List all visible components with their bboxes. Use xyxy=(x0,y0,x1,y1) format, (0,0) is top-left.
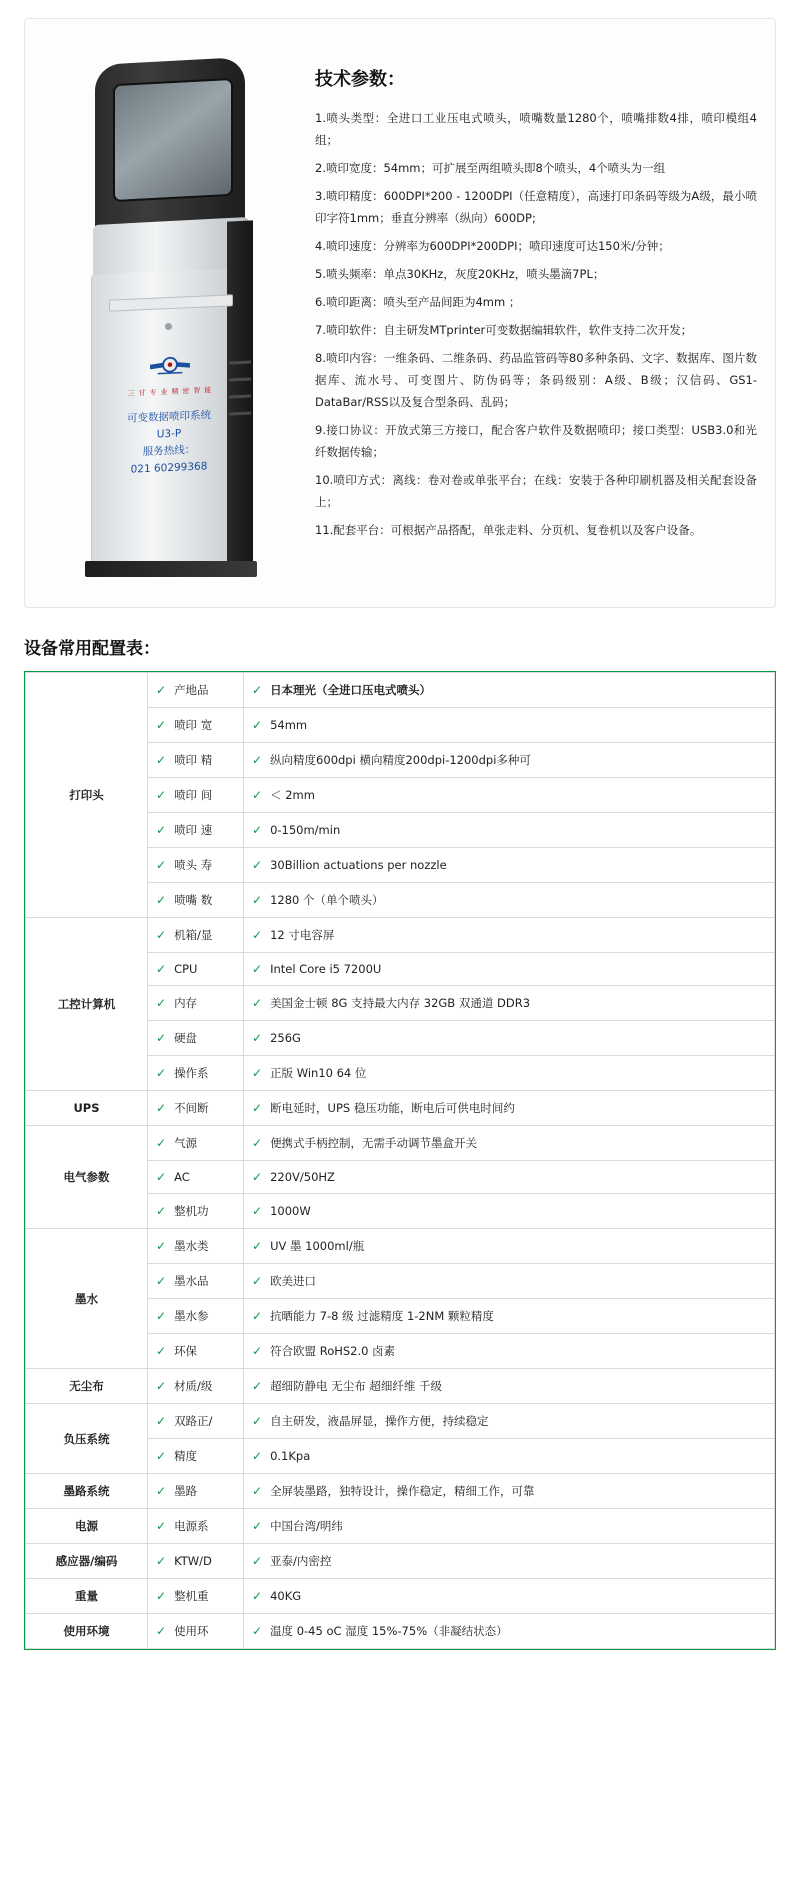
category-cell: 负压系统 xyxy=(26,1404,148,1474)
config-table-wrapper xyxy=(24,671,776,1650)
check-icon: ✓ xyxy=(156,996,167,1010)
spec-key-cell xyxy=(148,953,244,986)
check-icon: ✓ xyxy=(252,1309,263,1323)
category-cell: 重量 xyxy=(26,1579,148,1614)
kiosk-screen xyxy=(113,78,233,202)
spec-value-label: 便携式手柄控制，无需手动调节墨盒开关 xyxy=(270,1136,478,1150)
spec-value-cell xyxy=(244,1229,775,1264)
check-icon: ✓ xyxy=(252,1170,263,1184)
spec-value-cell xyxy=(244,1299,775,1334)
check-icon: ✓ xyxy=(156,788,167,802)
spec-value-cell xyxy=(244,1056,775,1091)
spec-key-label: CPU xyxy=(174,962,198,976)
spec-key-label: 双路正/ xyxy=(174,1414,213,1428)
spec-key-cell xyxy=(148,986,244,1021)
spec-title: 技术参数： xyxy=(315,69,405,90)
spec-key-label: 墨路 xyxy=(174,1484,198,1498)
wings-logo-icon xyxy=(147,348,193,386)
table-row xyxy=(26,918,775,953)
machine-image xyxy=(37,41,307,581)
spec-value-label: 256G xyxy=(270,1031,301,1045)
spec-key-cell xyxy=(148,1229,244,1264)
spec-key-label: 整机功 xyxy=(174,1204,209,1218)
spec-key-label: 墨水品 xyxy=(174,1274,209,1288)
kiosk-info-line2: U3-P xyxy=(156,427,182,441)
spec-key-cell xyxy=(148,1509,244,1544)
spec-key-label: 产地品 xyxy=(174,683,209,697)
check-icon: ✓ xyxy=(252,1344,263,1358)
spec-value-cell xyxy=(244,1161,775,1194)
spec-key-label: 精度 xyxy=(174,1449,198,1463)
spec-value-cell xyxy=(244,1474,775,1509)
check-icon: ✓ xyxy=(252,1414,263,1428)
spec-value-label: 欧美进口 xyxy=(270,1274,317,1288)
config-table-body xyxy=(26,673,775,1649)
check-icon: ✓ xyxy=(252,1066,263,1080)
spec-value-cell xyxy=(244,1264,775,1299)
spec-value-cell xyxy=(244,1334,775,1369)
check-icon: ✓ xyxy=(252,893,263,907)
spec-key-label: 墨水参 xyxy=(174,1309,209,1323)
spec-value-cell xyxy=(244,1126,775,1161)
check-icon: ✓ xyxy=(156,1589,167,1603)
check-icon: ✓ xyxy=(156,1414,167,1428)
check-icon: ✓ xyxy=(156,753,167,767)
kiosk-indicator-dot xyxy=(165,323,172,330)
spec-key-label: 整机重 xyxy=(174,1589,209,1603)
spec-value-label: 0-150m/min xyxy=(270,823,341,837)
check-icon: ✓ xyxy=(156,928,167,942)
check-icon: ✓ xyxy=(156,1484,167,1498)
check-icon: ✓ xyxy=(156,1624,167,1638)
check-icon: ✓ xyxy=(252,996,263,1010)
spec-key-cell xyxy=(148,1579,244,1614)
check-icon: ✓ xyxy=(156,823,167,837)
spec-key-label: 环保 xyxy=(174,1344,198,1358)
spec-key-label: 喷印 精 xyxy=(174,753,213,767)
spec-key-label: 电源系 xyxy=(174,1519,209,1533)
spec-item: 8.喷印内容：一维条码、二维条码、药品监管码等80多种条码、文字、数据库、图片数据库、流水号、可变图片、防伪码等；条码级别：A级、B级；汉信码、GS1-DataBar/RSS以及复合型条码、乱码； xyxy=(315,351,757,409)
product-spec-page xyxy=(0,18,800,1895)
kiosk-illustration xyxy=(77,61,267,581)
spec-value-label: ＜ 2mm xyxy=(270,788,315,802)
category-cell: 墨路系统 xyxy=(26,1474,148,1509)
spec-item: 5.喷头频率：单点30KHz，灰度20KHz，喷头墨滴7PL； xyxy=(315,267,605,281)
spec-key-cell xyxy=(148,1544,244,1579)
spec-value-cell xyxy=(244,953,775,986)
spec-key-cell xyxy=(148,1161,244,1194)
table-row xyxy=(26,1509,775,1544)
spec-key-cell xyxy=(148,1439,244,1474)
kiosk-info-line4: 021 60299368 xyxy=(130,460,208,476)
spec-value-cell xyxy=(244,1369,775,1404)
spec-value-label: 抗晒能力 7-8 级 过滤精度 1-2NM 颗粒精度 xyxy=(270,1309,494,1323)
check-icon: ✓ xyxy=(252,718,263,732)
spec-value-cell xyxy=(244,1579,775,1614)
spec-value-cell xyxy=(244,848,775,883)
spec-value-label: 亚泰/内密控 xyxy=(270,1554,332,1568)
check-icon: ✓ xyxy=(252,1554,263,1568)
check-icon: ✓ xyxy=(252,1031,263,1045)
check-icon: ✓ xyxy=(156,893,167,907)
spec-key-label: 操作系 xyxy=(174,1066,209,1080)
check-icon: ✓ xyxy=(252,1379,263,1393)
check-icon: ✓ xyxy=(156,1274,167,1288)
spec-value-label: 正版 Win10 64 位 xyxy=(270,1066,367,1080)
spec-list xyxy=(315,107,757,541)
spec-value-cell xyxy=(244,813,775,848)
check-icon: ✓ xyxy=(252,962,263,976)
check-icon: ✓ xyxy=(252,1274,263,1288)
spec-value-cell xyxy=(244,778,775,813)
spec-key-cell xyxy=(148,1264,244,1299)
table-row xyxy=(26,1229,775,1264)
spec-value-label: 12 寸电容屏 xyxy=(270,928,335,942)
spec-text-column xyxy=(307,41,757,581)
category-cell: 电源 xyxy=(26,1509,148,1544)
check-icon: ✓ xyxy=(156,858,167,872)
check-icon: ✓ xyxy=(156,1344,167,1358)
spec-key-label: AC xyxy=(174,1170,190,1184)
check-icon: ✓ xyxy=(252,1101,263,1115)
spec-key-cell xyxy=(148,1334,244,1369)
spec-value-label: 符合欧盟 RoHS2.0 卤素 xyxy=(270,1344,396,1358)
check-icon: ✓ xyxy=(252,1204,263,1218)
check-icon: ✓ xyxy=(252,1519,263,1533)
category-cell: 墨水 xyxy=(26,1229,148,1369)
spec-item: 3.喷印精度：600DPI*200 - 1200DPI（任意精度），高速打印条码等级为A级，最小喷印字符1mm；垂直分辨率（纵向）600DP; xyxy=(315,189,757,225)
table-row xyxy=(26,1474,775,1509)
check-icon: ✓ xyxy=(252,1239,263,1253)
spec-value-cell xyxy=(244,1194,775,1229)
check-icon: ✓ xyxy=(156,1519,167,1533)
spec-key-cell xyxy=(148,1474,244,1509)
spec-item: 1.喷头类型：全进口工业压电式喷头，喷嘴数量1280个，喷嘴排数4排，喷印模组4组； xyxy=(315,111,757,147)
check-icon: ✓ xyxy=(156,1554,167,1568)
spec-value-cell xyxy=(244,1509,775,1544)
spec-key-cell xyxy=(148,848,244,883)
spec-key-cell xyxy=(148,918,244,953)
spec-value-cell xyxy=(244,986,775,1021)
spec-value-cell xyxy=(244,1614,775,1649)
check-icon: ✓ xyxy=(156,1239,167,1253)
table-row xyxy=(26,1091,775,1126)
spec-key-label: KTW/D xyxy=(174,1554,212,1568)
check-icon: ✓ xyxy=(156,1170,167,1184)
spec-item: 6.喷印距离：喷头至产品间距为4mm ； xyxy=(315,295,521,309)
spec-value-label: 1000W xyxy=(270,1204,311,1218)
kiosk-info-line1: 可变数据喷印系统 xyxy=(127,409,211,425)
spec-value-cell xyxy=(244,1404,775,1439)
category-cell: 电气参数 xyxy=(26,1126,148,1229)
spec-key-cell xyxy=(148,1614,244,1649)
category-cell: 打印头 xyxy=(26,673,148,918)
spec-item: 11.配套平台：可根据产品搭配，单张走料、分页机、复卷机以及客户设备。 xyxy=(315,523,702,537)
brand-slogan: 三 甘 专 业 精 密 智 能 xyxy=(127,387,213,398)
spec-panel xyxy=(24,18,776,608)
config-table-title: 设备常用配置表： xyxy=(24,639,160,659)
check-icon: ✓ xyxy=(156,718,167,732)
spec-key-label: 不间断 xyxy=(174,1101,209,1115)
check-icon: ✓ xyxy=(156,1066,167,1080)
spec-value-label: 美国金士顿 8G 支持最大内存 32GB 双通道 DDR3 xyxy=(270,996,531,1010)
spec-value-label: 220V/50HZ xyxy=(270,1170,335,1184)
check-icon: ✓ xyxy=(252,1136,263,1150)
spec-value-cell xyxy=(244,1544,775,1579)
spec-key-cell xyxy=(148,708,244,743)
check-icon: ✓ xyxy=(252,683,263,697)
check-icon: ✓ xyxy=(156,1101,167,1115)
spec-key-label: 墨水类 xyxy=(174,1239,209,1253)
spec-key-label: 喷印 速 xyxy=(174,823,213,837)
spec-item: 4.喷印速度：分辨率为600DPI*200DPI；喷印速度可达150米/分钟； xyxy=(315,239,670,253)
table-row xyxy=(26,1614,775,1649)
category-cell: 工控计算机 xyxy=(26,918,148,1091)
spec-key-cell xyxy=(148,1299,244,1334)
spec-key-label: 喷头 寿 xyxy=(174,858,213,872)
spec-value-cell xyxy=(244,1091,775,1126)
check-icon: ✓ xyxy=(156,1136,167,1150)
spec-value-cell xyxy=(244,743,775,778)
spec-value-label: UV 墨 1000ml/瓶 xyxy=(270,1239,365,1253)
check-icon: ✓ xyxy=(252,753,263,767)
category-cell: 感应器/编码 xyxy=(26,1544,148,1579)
config-table xyxy=(25,672,775,1649)
spec-key-label: 喷嘴 数 xyxy=(174,893,213,907)
spec-key-cell xyxy=(148,1404,244,1439)
check-icon: ✓ xyxy=(156,1031,167,1045)
category-cell: UPS xyxy=(26,1091,148,1126)
check-icon: ✓ xyxy=(156,1379,167,1393)
check-icon: ✓ xyxy=(252,1449,263,1463)
spec-value-cell xyxy=(244,708,775,743)
check-icon: ✓ xyxy=(252,823,263,837)
spec-key-label: 喷印 间 xyxy=(174,788,213,802)
spec-value-label: 中国台湾/明纬 xyxy=(270,1519,343,1533)
spec-value-label: 40KG xyxy=(270,1589,302,1603)
spec-key-label: 内存 xyxy=(174,996,198,1010)
table-row xyxy=(26,1404,775,1439)
check-icon: ✓ xyxy=(156,1309,167,1323)
category-cell: 无尘布 xyxy=(26,1369,148,1404)
check-icon: ✓ xyxy=(252,788,263,802)
spec-item: 7.喷印软件：自主研发MTprinter可变数据编辑软件，软件支持二次开发； xyxy=(315,323,693,337)
spec-key-cell xyxy=(148,1091,244,1126)
category-cell: 使用环境 xyxy=(26,1614,148,1649)
spec-value-cell xyxy=(244,883,775,918)
check-icon: ✓ xyxy=(156,962,167,976)
check-icon: ✓ xyxy=(156,683,167,697)
check-icon: ✓ xyxy=(252,1484,263,1498)
check-icon: ✓ xyxy=(156,1449,167,1463)
spec-value-label: Intel Core i5 7200U xyxy=(270,962,382,976)
brand-logo xyxy=(103,346,237,400)
spec-value-label: 超细防静电 无尘布 超细纤维 千级 xyxy=(270,1379,443,1393)
spec-key-cell xyxy=(148,743,244,778)
spec-value-label: 0.1Kpa xyxy=(270,1449,311,1463)
kiosk-info-line3: 服务热线： xyxy=(142,443,196,459)
spec-item: 2.喷印宽度：54mm；可扩展至两组喷头即8个喷头，4个喷头为一组 xyxy=(315,161,666,175)
spec-key-cell xyxy=(148,1021,244,1056)
spec-value-cell xyxy=(244,1021,775,1056)
spec-value-label: 温度 0-45 oC 湿度 15%-75%（非凝结状态） xyxy=(270,1624,508,1638)
table-row xyxy=(26,1369,775,1404)
spec-key-cell xyxy=(148,673,244,708)
spec-key-label: 硬盘 xyxy=(174,1031,198,1045)
spec-key-cell xyxy=(148,1056,244,1091)
check-icon: ✓ xyxy=(252,1624,263,1638)
spec-value-label: 日本理光（全进口压电式喷头） xyxy=(270,683,432,697)
spec-value-label: 全屏装墨路，独特设计，操作稳定，精细工作，可靠 xyxy=(270,1484,535,1498)
spec-key-cell xyxy=(148,883,244,918)
spec-key-cell xyxy=(148,1194,244,1229)
spec-key-cell xyxy=(148,778,244,813)
spec-value-label: 自主研发，液晶屏显，操作方便，持续稳定 xyxy=(270,1414,489,1428)
check-icon: ✓ xyxy=(252,928,263,942)
spec-key-label: 气源 xyxy=(174,1136,198,1150)
kiosk-info-text xyxy=(99,406,239,480)
spec-value-cell xyxy=(244,673,775,708)
spec-item: 9.接口协议：开放式第三方接口，配合客户软件及数据喷印；接口类型：USB3.0和光纤数据传输； xyxy=(315,423,757,459)
spec-value-label: 1280 个（单个喷头） xyxy=(270,893,384,907)
check-icon: ✓ xyxy=(252,858,263,872)
spec-key-label: 机箱/显 xyxy=(174,928,213,942)
spec-value-label: 断电延时，UPS 稳压功能，断电后可供电时间约 xyxy=(270,1101,515,1115)
spec-value-cell xyxy=(244,1439,775,1474)
table-row xyxy=(26,1579,775,1614)
spec-value-cell xyxy=(244,918,775,953)
check-icon: ✓ xyxy=(156,1204,167,1218)
spec-key-label: 使用环 xyxy=(174,1624,209,1638)
spec-value-label: 纵向精度600dpi 横向精度200dpi-1200dpi多种可 xyxy=(270,753,531,767)
spec-key-cell xyxy=(148,1369,244,1404)
table-row xyxy=(26,673,775,708)
table-row xyxy=(26,1544,775,1579)
spec-value-label: 30Billion actuations per nozzle xyxy=(270,858,447,872)
check-icon: ✓ xyxy=(252,1589,263,1603)
spec-value-label: 54mm xyxy=(270,718,308,732)
spec-item: 10.喷印方式：离线：卷对卷或单张平台；在线：安装于各种印刷机器及相关配套设备上； xyxy=(315,473,757,509)
spec-key-label: 喷印 宽 xyxy=(174,718,213,732)
spec-key-cell xyxy=(148,1126,244,1161)
spec-key-label: 材质/级 xyxy=(174,1379,213,1393)
spec-key-cell xyxy=(148,813,244,848)
table-row xyxy=(26,1126,775,1161)
kiosk-base xyxy=(85,561,257,577)
